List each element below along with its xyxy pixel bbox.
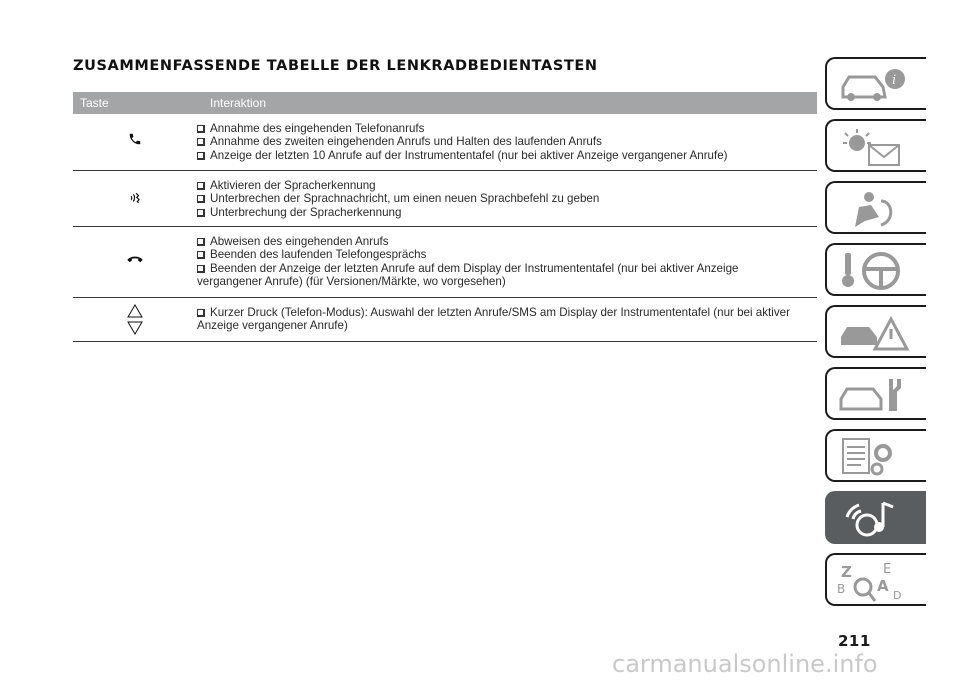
list-item: Annahme des eingehenden Telefonanrufs — [197, 122, 817, 135]
phone-answer-icon — [128, 132, 142, 146]
checkbox-bullet-icon — [197, 138, 205, 146]
tab-multimedia[interactable] — [825, 491, 926, 544]
checkbox-bullet-icon — [197, 195, 205, 203]
list-item: Unterbrechen der Sprachnachricht, um einen neuen Sprachbefehl zu geben — [197, 192, 817, 205]
checkbox-bullet-icon — [197, 265, 205, 273]
header-interaction: Interaktion — [210, 96, 267, 110]
checkbox-bullet-icon — [197, 238, 205, 246]
alphabetical-index-icon — [835, 559, 915, 603]
table-row — [73, 114, 817, 171]
steering-controls-table — [73, 92, 817, 342]
list-item: Beenden des laufenden Telefongesprächs — [197, 248, 817, 261]
svg-text:i: i — [892, 73, 897, 88]
key-cell — [73, 298, 197, 341]
checkbox-bullet-icon — [197, 152, 205, 160]
list-item-continuation: vergangener Anrufe) (für Versionen/Märkte, wo vorgesehen) — [197, 274, 506, 288]
checkbox-bullet-icon — [197, 209, 205, 217]
tab-car-info[interactable] — [825, 57, 926, 110]
checkbox-bullet-icon — [197, 182, 205, 190]
list-item: Beenden der Anzeige der letzten Anrufe auf dem Display der Instrumententafel (nur bei aktiver Anzeige — [197, 262, 817, 275]
car-info-icon — [835, 63, 915, 107]
table-row — [73, 227, 817, 298]
tab-index[interactable] — [825, 553, 926, 606]
checkbox-bullet-icon — [197, 125, 205, 133]
tab-safety[interactable] — [825, 181, 926, 234]
tab-warning-lights[interactable] — [825, 119, 926, 172]
chapter-tabs — [825, 57, 929, 615]
key-cell — [73, 171, 197, 226]
tab-service[interactable] — [825, 367, 926, 420]
interaction-cell — [197, 171, 817, 226]
watermark: carmanualsonline.info — [612, 650, 878, 678]
checkbox-bullet-icon — [197, 309, 205, 317]
key-cell — [73, 227, 197, 297]
table-row — [73, 298, 817, 342]
checkbox-bullet-icon — [197, 251, 205, 259]
technical-data-gears-icon — [835, 435, 915, 479]
page-title: ZUSAMMENFASSENDE TABELLE DER LENKRADBEDIENTASTEN — [73, 58, 598, 74]
warning-lights-message-icon — [835, 125, 915, 169]
list-item: Unterbrechung der Spracherkennung — [197, 206, 817, 219]
list-item: Aktivieren der Spracherkennung — [197, 179, 817, 192]
interaction-cell — [197, 298, 817, 341]
list-item: Annahme des zweiten eingehenden Anrufs und Halten des laufenden Anrufs — [197, 135, 817, 148]
key-steering-wheel-icon — [835, 249, 915, 293]
tab-emergency[interactable] — [825, 305, 926, 358]
key-cell — [73, 114, 197, 170]
list-item: Abweisen des eingehenden Anrufs — [197, 235, 817, 248]
table-row — [73, 171, 817, 227]
list-item: Anzeige der letzten 10 Anrufe auf der Instrumententafel (nur bei aktiver Anzeige vergangener Anrufe) — [197, 149, 817, 162]
header-key: Taste — [80, 96, 109, 110]
svg-text:D: D — [893, 589, 902, 602]
svg-text:B: B — [837, 582, 846, 596]
car-service-tools-icon — [835, 373, 915, 417]
tab-start-drive[interactable] — [825, 243, 926, 296]
svg-text:A: A — [877, 577, 889, 595]
interaction-cell — [197, 114, 817, 170]
interaction-cell — [197, 227, 817, 297]
svg-text:E: E — [883, 562, 892, 577]
svg-text:Z: Z — [841, 563, 852, 581]
table-header — [73, 92, 817, 114]
multimedia-phone-music-icon — [835, 497, 915, 541]
list-item: Kurzer Druck (Telefon-Modus): Auswahl der letzten Anrufe/SMS am Display der Instrumententafel (nur bei aktiver — [197, 306, 817, 319]
phone-hangup-icon — [127, 255, 143, 265]
voice-command-icon — [128, 191, 142, 205]
up-down-arrows-icon — [127, 304, 143, 336]
car-breakdown-warning-icon — [835, 311, 915, 355]
list-item-continuation: Anzeige vergangener Anrufe) — [197, 319, 348, 333]
seat-airbag-icon — [835, 187, 915, 231]
tab-technical-data[interactable] — [825, 429, 926, 482]
page-number: 211 — [838, 632, 871, 650]
